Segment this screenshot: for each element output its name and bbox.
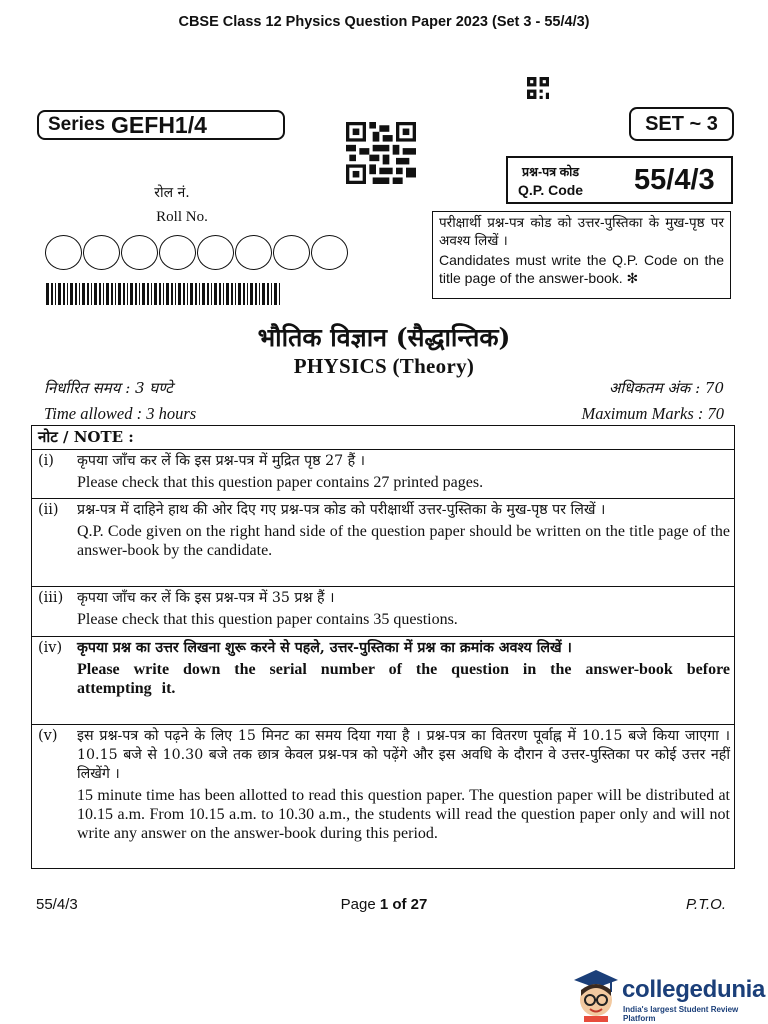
page-of: of	[388, 896, 411, 913]
subject-title-hindi: भौतिक विज्ञान (सैद्धान्तिक)	[257, 323, 511, 352]
roll-number-boxes	[45, 235, 348, 270]
note-item	[32, 587, 734, 637]
brand-name[interactable]: collegedunia	[622, 976, 766, 1003]
max-marks: Maximum Marks : 70	[581, 404, 724, 423]
max-marks-hindi: अधिकतम अंक : 70	[608, 379, 724, 397]
qp-code-value: 55/4/3	[634, 164, 715, 196]
note-text: Please check that this question paper contains 35 questions.	[77, 611, 458, 628]
candidate-notice-box	[432, 211, 731, 299]
roll-label-hindi: रोल नं.	[154, 185, 190, 201]
note-text: Please write down the serial number of the question in the answer-book before attempting it.	[77, 661, 730, 697]
note-text: Please check that this question paper contains 27 printed pages.	[77, 474, 484, 491]
pto-label: P.T.O.	[685, 896, 726, 913]
note-heading: नोट / NOTE :	[32, 426, 734, 450]
note-number: (v)	[38, 728, 58, 744]
note-text-hindi: प्रश्न-पत्र में दाहिने हाथ की ओर दिए गए प्रश्न-पत्र कोड को परीक्षार्थी उत्तर-पुस्तिका के मुख-पृष्ठ पर लिखें ।	[77, 502, 606, 518]
series-code: GEFH1/4	[111, 111, 207, 138]
brand-tagline: India's largest Student Review Platform	[623, 1005, 739, 1023]
series-label: Series	[48, 114, 106, 135]
roll-digit-box[interactable]	[197, 235, 234, 270]
footer-code: 55/4/3	[36, 896, 78, 913]
note-text-hindi: कृपया प्रश्न का उत्तर लिखना शुरू करने से पहले, उत्तर-पुस्तिका में प्रश्न का क्रमांक अवश्य लिखें ।	[77, 640, 572, 656]
note-number: (iii)	[38, 590, 64, 606]
note-text-hindi: इस प्रश्न-पत्र को पढ़ने के लिए 15 मिनट का समय दिया गया है । प्रश्न-पत्र का वितरण पूर्वाह्न में 10.15 बजे किया जाएगा । 10.15 बजे से 10.30 बजे तक छात्र केवल प्रश्न-पत्र को पढ़ेंगे और इस अवधि के दौरान वे उत्तर-पुस्तिका पर कोई उत्तर नहीं लिखेंगे ।	[77, 728, 730, 782]
roll-digit-box[interactable]	[159, 235, 196, 270]
small-qr-code-icon	[527, 77, 549, 99]
qp-code-label: Q.P. Code	[518, 182, 584, 198]
qp-code-label-hindi: प्रश्न-पत्र कोड	[522, 165, 580, 179]
notice-english: Candidates must write the Q.P. Code on the title page of the answer-book. ✻	[439, 252, 724, 286]
roll-digit-box[interactable]	[273, 235, 310, 270]
roll-digit-box[interactable]	[311, 235, 348, 270]
note-text-hindi: कृपया जाँच कर लें कि इस प्रश्न-पत्र में 35 प्रश्न हैं ।	[77, 590, 335, 606]
notice-hindi: परीक्षार्थी प्रश्न-पत्र कोड को उत्तर-पुस्तिका के मुख-पृष्ठ पर अवश्य लिखें ।	[439, 215, 724, 249]
page-indicator	[0, 896, 768, 913]
series-box	[37, 110, 285, 140]
subject-title: PHYSICS (Theory)	[293, 354, 475, 378]
qp-code-box	[506, 156, 733, 204]
note-item	[32, 450, 734, 499]
collegedunia-mascot-icon	[570, 966, 622, 1022]
roll-digit-box[interactable]	[235, 235, 272, 270]
note-item	[32, 725, 734, 867]
set-box: SET ~ 3	[629, 107, 734, 141]
note-item	[32, 637, 734, 725]
note-number: (ii)	[38, 502, 59, 518]
barcode-icon	[46, 283, 280, 305]
note-text-hindi: कृपया जाँच कर लें कि इस प्रश्न-पत्र में मुद्रित पृष्ठ 27 हैं ।	[77, 453, 366, 469]
note-text: Q.P. Code given on the right hand side of the question paper should be written on the title page of the answer-book by the candidate.	[77, 523, 730, 559]
roll-digit-box[interactable]	[45, 235, 82, 270]
note-table	[31, 425, 735, 869]
page-total: 27	[410, 896, 428, 913]
page-prefix: Page	[340, 896, 380, 913]
qr-code-icon	[346, 122, 416, 184]
header-title: CBSE Class 12 Physics Question Paper 2023 (Set 3 - 55/4/3)	[178, 14, 590, 30]
time-allowed: Time allowed : 3 hours	[44, 404, 197, 423]
note-number: (i)	[38, 453, 54, 469]
note-number: (iv)	[38, 640, 63, 656]
roll-digit-box[interactable]	[83, 235, 120, 270]
roll-label: Roll No.	[156, 209, 208, 225]
note-item	[32, 499, 734, 587]
time-allowed-hindi: निर्धारित समय : 3 घण्टे	[44, 379, 173, 397]
roll-digit-box[interactable]	[121, 235, 158, 270]
note-text: 15 minute time has been allotted to read this question paper. The question paper will be distributed at 10.15 a.m. From 10.15 a.m. to 10.30 a.m., the students will read the question paper only and will not write any answer on the answer-book during this period.	[77, 787, 730, 842]
page-current: 1	[379, 896, 389, 913]
